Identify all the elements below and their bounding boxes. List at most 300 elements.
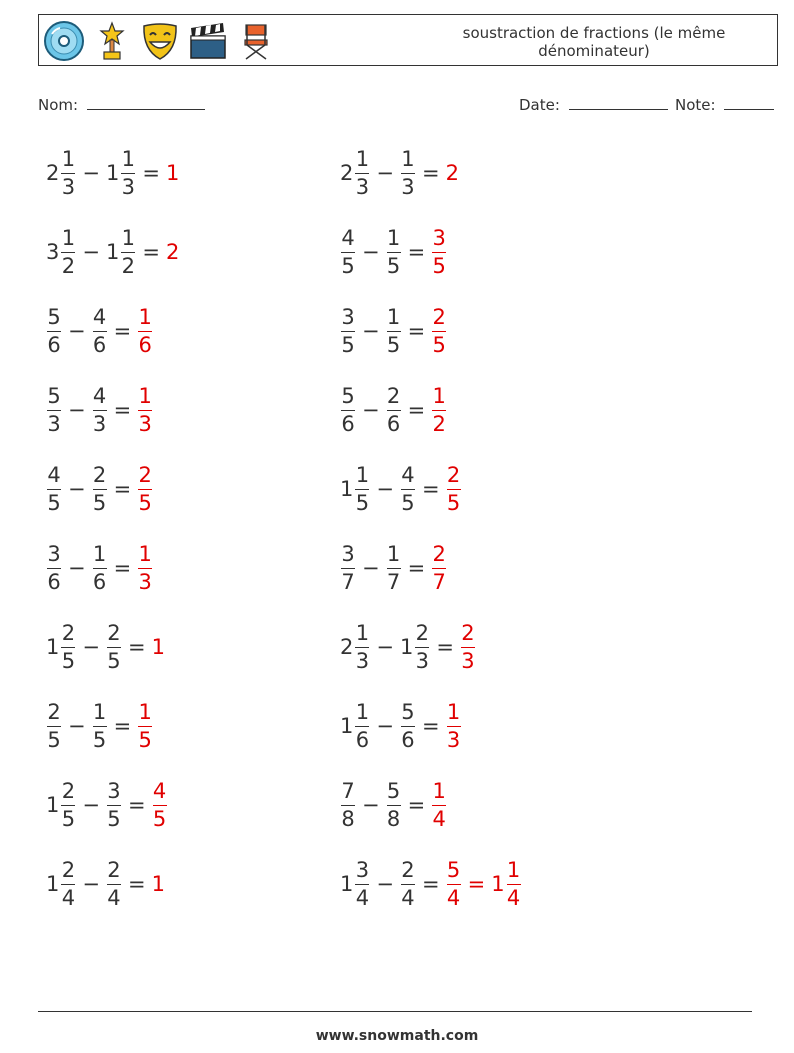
numerator: 2	[415, 620, 430, 645]
equals-sign: =	[421, 477, 440, 501]
whole-part: 1	[340, 477, 354, 501]
mixed-number	[340, 304, 356, 357]
date-label: Date:	[519, 96, 560, 114]
whole-part: 1	[165, 161, 180, 185]
mixed-number	[106, 620, 122, 673]
mixed-number	[431, 383, 447, 436]
numerator: 5	[341, 383, 355, 408]
denominator: 3	[355, 648, 370, 673]
equals-sign: =	[127, 793, 146, 817]
worksheet-title	[419, 24, 769, 60]
answer	[152, 778, 168, 831]
equals-sign: =	[421, 714, 440, 738]
fraction	[415, 620, 430, 673]
denominator: 3	[47, 411, 61, 436]
fraction	[61, 146, 76, 199]
problem-item	[46, 538, 153, 598]
fraction	[386, 778, 401, 831]
denominator: 2	[432, 411, 446, 436]
worksheet-header	[38, 14, 778, 66]
mixed-number	[340, 225, 356, 278]
answer	[166, 161, 180, 185]
numerator: 1	[121, 146, 136, 171]
denominator: 5	[432, 332, 446, 357]
equals-sign: =	[407, 793, 426, 817]
problem-item	[340, 143, 460, 203]
mixed-number	[106, 857, 122, 910]
whole-part: 2	[445, 161, 459, 185]
denominator: 3	[138, 411, 152, 436]
numerator: 3	[107, 778, 121, 803]
numerator: 1	[506, 857, 521, 882]
mixed-number	[446, 462, 462, 515]
equals-sign: =	[113, 319, 132, 343]
mixed-number	[92, 541, 108, 594]
numerator: 2	[107, 620, 121, 645]
mixed-number	[400, 857, 416, 910]
numerator: 4	[92, 304, 107, 329]
fraction	[138, 383, 152, 436]
mixed-number	[92, 462, 108, 515]
equals-sign: =	[113, 477, 132, 501]
score-blank[interactable]	[724, 94, 774, 110]
denominator: 7	[432, 569, 446, 594]
fraction	[446, 699, 461, 752]
problem-item	[340, 696, 462, 756]
denominator: 4	[107, 885, 121, 910]
fraction	[446, 857, 461, 910]
numerator: 1	[401, 146, 415, 171]
mixed-number	[46, 857, 76, 910]
denominator: 6	[386, 411, 401, 436]
minus-sign: −	[82, 635, 100, 659]
numerator: 1	[432, 383, 446, 408]
numerator: 2	[61, 778, 76, 803]
fraction	[138, 699, 152, 752]
numerator: 7	[341, 778, 355, 803]
denominator: 5	[61, 648, 76, 673]
answer	[166, 240, 180, 264]
answer	[446, 699, 462, 752]
whole-part: 2	[340, 161, 354, 185]
fraction	[121, 225, 136, 278]
whole-part: 1	[46, 872, 60, 896]
fraction	[432, 383, 446, 436]
denominator: 4	[506, 885, 521, 910]
minus-sign: −	[376, 714, 394, 738]
whole-part: 1	[399, 635, 414, 659]
numerator: 1	[446, 699, 461, 724]
mixed-number	[137, 304, 153, 357]
problem-item	[46, 301, 153, 361]
fraction	[92, 541, 107, 594]
mixed-number	[166, 161, 180, 185]
numerator: 1	[386, 225, 401, 250]
denominator: 6	[47, 569, 61, 594]
minus-sign: −	[376, 161, 394, 185]
mixed-number	[152, 778, 168, 831]
denominator: 4	[401, 885, 415, 910]
mixed-number	[46, 146, 76, 199]
minus-sign: −	[82, 872, 100, 896]
mixed-number	[46, 225, 76, 278]
denominator: 5	[432, 253, 446, 278]
mixed-number	[340, 541, 356, 594]
mixed-number	[431, 778, 447, 831]
problem-item	[46, 854, 166, 914]
numerator: 1	[138, 699, 152, 724]
score-field[interactable]	[675, 94, 774, 114]
fraction	[341, 541, 355, 594]
minus-sign: −	[376, 872, 394, 896]
denominator: 4	[355, 885, 370, 910]
problem-item	[340, 775, 447, 835]
mixed-number	[386, 778, 402, 831]
fraction	[401, 699, 415, 752]
mixed-number	[46, 541, 62, 594]
numerator: 1	[355, 620, 370, 645]
fraction	[107, 778, 121, 831]
fraction	[432, 541, 446, 594]
mixed-number	[400, 699, 416, 752]
fraction	[401, 857, 415, 910]
denominator: 3	[61, 174, 76, 199]
minus-sign: −	[82, 240, 100, 264]
numerator: 4	[341, 225, 355, 250]
mixed-number	[137, 462, 153, 515]
equals-sign: =	[127, 635, 146, 659]
clapperboard-icon	[187, 20, 229, 62]
denominator: 3	[138, 569, 152, 594]
mixed-number	[106, 778, 122, 831]
denominator: 5	[92, 490, 107, 515]
denominator: 2	[61, 253, 76, 278]
fraction	[92, 462, 107, 515]
title-line-1: soustraction de fractions (le même	[462, 24, 726, 42]
equals-sign: =	[421, 161, 440, 185]
mixed-number	[46, 620, 76, 673]
numerator: 2	[107, 857, 121, 882]
denominator: 7	[341, 569, 355, 594]
answer	[152, 872, 166, 896]
numerator: 5	[47, 383, 61, 408]
numerator: 1	[61, 225, 76, 250]
fraction	[61, 857, 76, 910]
mixed-number	[386, 383, 402, 436]
denominator: 3	[461, 648, 475, 673]
denominator: 5	[47, 490, 61, 515]
denominator: 5	[92, 727, 107, 752]
fraction	[121, 146, 136, 199]
mixed-number	[166, 240, 180, 264]
numerator: 1	[138, 383, 152, 408]
fraction	[355, 620, 370, 673]
mixed-number	[137, 541, 153, 594]
numerator: 2	[61, 857, 76, 882]
fraction	[432, 304, 446, 357]
answer	[137, 304, 153, 357]
problem-item	[340, 538, 447, 598]
fraction	[107, 620, 121, 673]
mixed-number	[386, 225, 402, 278]
denominator: 3	[355, 174, 370, 199]
mixed-number	[152, 872, 166, 896]
fraction	[461, 620, 475, 673]
icon-strip	[43, 20, 277, 62]
equals-sign: =	[113, 714, 132, 738]
fraction	[107, 857, 121, 910]
answer-equals-sign: =	[467, 872, 486, 896]
whole-part: 1	[151, 635, 165, 659]
answer	[431, 304, 447, 357]
answer	[431, 778, 447, 831]
equals-sign: =	[407, 556, 426, 580]
mixed-number	[137, 699, 153, 752]
footer-url: www.snowmath.com	[315, 1028, 479, 1044]
numerator: 1	[92, 541, 107, 566]
denominator: 4	[61, 885, 76, 910]
equals-sign: =	[142, 161, 160, 185]
denominator: 5	[47, 727, 61, 752]
fraction	[152, 778, 167, 831]
numerator: 1	[121, 225, 136, 250]
numerator: 3	[341, 541, 355, 566]
whole-part: 2	[46, 161, 60, 185]
answer	[431, 225, 447, 278]
answer	[137, 541, 153, 594]
fraction	[138, 462, 152, 515]
mixed-number	[460, 620, 476, 673]
mixed-number	[105, 146, 136, 199]
fraction	[355, 146, 370, 199]
equals-sign: =	[142, 240, 160, 264]
mixed-number	[340, 620, 370, 673]
answer	[137, 383, 153, 436]
minus-sign: −	[362, 793, 380, 817]
mixed-number	[46, 304, 62, 357]
mixed-number	[92, 699, 108, 752]
fraction	[341, 778, 355, 831]
fraction	[47, 304, 61, 357]
problem-item	[46, 459, 153, 519]
mixed-number	[340, 857, 370, 910]
numerator: 5	[386, 778, 401, 803]
mixed-number	[46, 778, 76, 831]
numerator: 1	[386, 541, 401, 566]
fraction	[61, 225, 76, 278]
denominator: 5	[152, 806, 167, 831]
mixed-number	[431, 541, 447, 594]
numerator: 1	[355, 462, 370, 487]
mixed-number	[431, 225, 447, 278]
name-blank[interactable]	[87, 94, 205, 110]
minus-sign: −	[68, 477, 86, 501]
numerator: 2	[386, 383, 401, 408]
answer	[446, 462, 462, 515]
problem-item	[340, 617, 476, 677]
answer	[431, 383, 447, 436]
problem-item	[340, 459, 462, 519]
whole-part: 1	[340, 714, 354, 738]
minus-sign: −	[82, 793, 100, 817]
fraction	[341, 304, 355, 357]
denominator: 5	[386, 253, 401, 278]
mixed-number	[446, 857, 462, 910]
fraction	[355, 857, 370, 910]
answer	[460, 620, 476, 673]
fraction	[432, 225, 446, 278]
fraction	[138, 541, 152, 594]
denominator: 3	[446, 727, 461, 752]
denominator: 4	[446, 885, 461, 910]
mixed-number	[386, 304, 402, 357]
numerator: 4	[152, 778, 167, 803]
minus-sign: −	[362, 556, 380, 580]
numerator: 2	[401, 857, 415, 882]
name-field[interactable]	[38, 94, 205, 114]
numerator: 1	[138, 304, 152, 329]
equals-sign: =	[127, 872, 146, 896]
whole-part: 1	[46, 635, 60, 659]
denominator: 3	[401, 174, 415, 199]
minus-sign: −	[376, 635, 394, 659]
answer	[137, 699, 153, 752]
denominator: 5	[341, 253, 355, 278]
numerator: 5	[446, 857, 461, 882]
minus-sign: −	[82, 161, 100, 185]
numerator: 1	[61, 146, 76, 171]
denominator: 2	[121, 253, 136, 278]
date-blank[interactable]	[569, 94, 668, 110]
numerator: 2	[138, 462, 152, 487]
denominator: 6	[92, 332, 107, 357]
whole-part: 1	[46, 793, 60, 817]
fraction	[432, 778, 446, 831]
numerator: 3	[47, 541, 61, 566]
numerator: 2	[461, 620, 475, 645]
whole-part: 1	[105, 161, 120, 185]
equals-sign: =	[407, 240, 426, 264]
whole-part: 1	[151, 872, 165, 896]
minus-sign: −	[362, 240, 380, 264]
mixed-number	[340, 699, 370, 752]
numerator: 1	[355, 146, 370, 171]
minus-sign: −	[68, 398, 86, 422]
whole-part: 2	[340, 635, 354, 659]
denominator: 6	[341, 411, 355, 436]
denominator: 5	[355, 490, 370, 515]
numerator: 1	[355, 699, 370, 724]
mixed-number	[340, 462, 370, 515]
fraction	[92, 304, 107, 357]
mixed-number	[400, 146, 416, 199]
numerator: 1	[138, 541, 152, 566]
denominator: 5	[341, 332, 355, 357]
mixed-number	[386, 541, 402, 594]
minus-sign: −	[68, 319, 86, 343]
mixed-number	[152, 635, 166, 659]
problem-item	[46, 222, 180, 282]
problem-item	[46, 380, 153, 440]
denominator: 6	[355, 727, 370, 752]
denominator: 5	[138, 490, 152, 515]
numerator: 2	[92, 462, 107, 487]
answer	[137, 462, 153, 515]
numerator: 5	[47, 304, 61, 329]
answer	[152, 635, 166, 659]
numerator: 2	[432, 541, 446, 566]
mixed-number	[46, 383, 62, 436]
problem-item	[46, 617, 166, 677]
denominator: 5	[107, 648, 121, 673]
equals-sign: =	[407, 319, 426, 343]
problem-item	[46, 143, 180, 203]
mixed-number	[340, 778, 356, 831]
fraction	[92, 699, 107, 752]
denominator: 6	[138, 332, 152, 357]
comedy-mask-icon	[139, 20, 181, 62]
answer	[446, 857, 522, 910]
fraction	[355, 699, 370, 752]
denominator: 8	[386, 806, 401, 831]
cd-disc-icon	[43, 20, 85, 62]
mixed-number	[431, 304, 447, 357]
mixed-number	[46, 699, 62, 752]
denominator: 5	[401, 490, 415, 515]
denominator: 8	[341, 806, 355, 831]
equals-sign: =	[436, 635, 454, 659]
numerator: 1	[432, 778, 446, 803]
fraction	[47, 541, 61, 594]
numerator: 4	[47, 462, 61, 487]
mixed-number	[105, 225, 136, 278]
mixed-number	[92, 304, 108, 357]
numerator: 2	[61, 620, 76, 645]
denominator: 5	[107, 806, 121, 831]
denominator: 3	[121, 174, 136, 199]
mixed-number	[400, 462, 416, 515]
denominator: 3	[92, 411, 107, 436]
fraction	[506, 857, 521, 910]
whole-part: 2	[165, 240, 180, 264]
whole-part: 1	[105, 240, 120, 264]
star-trophy-icon	[91, 20, 133, 62]
denominator: 5	[386, 332, 401, 357]
title-line-2: dénominateur)	[538, 42, 650, 60]
denominator: 4	[432, 806, 446, 831]
fraction	[355, 462, 370, 515]
fraction	[138, 304, 152, 357]
denominator: 6	[47, 332, 61, 357]
footer-divider	[38, 1011, 752, 1012]
equals-sign: =	[113, 398, 132, 422]
mixed-number	[399, 620, 430, 673]
date-field[interactable]	[519, 94, 668, 114]
problem-item	[46, 775, 168, 835]
numerator: 1	[386, 304, 401, 329]
numerator: 2	[446, 462, 461, 487]
problem-item	[46, 696, 153, 756]
mixed-number	[446, 161, 460, 185]
minus-sign: −	[376, 477, 394, 501]
mixed-number	[491, 857, 521, 910]
numerator: 3	[355, 857, 370, 882]
fraction	[47, 462, 61, 515]
minus-sign: −	[362, 398, 380, 422]
fraction	[386, 541, 401, 594]
denominator: 5	[61, 806, 76, 831]
fraction	[341, 225, 355, 278]
